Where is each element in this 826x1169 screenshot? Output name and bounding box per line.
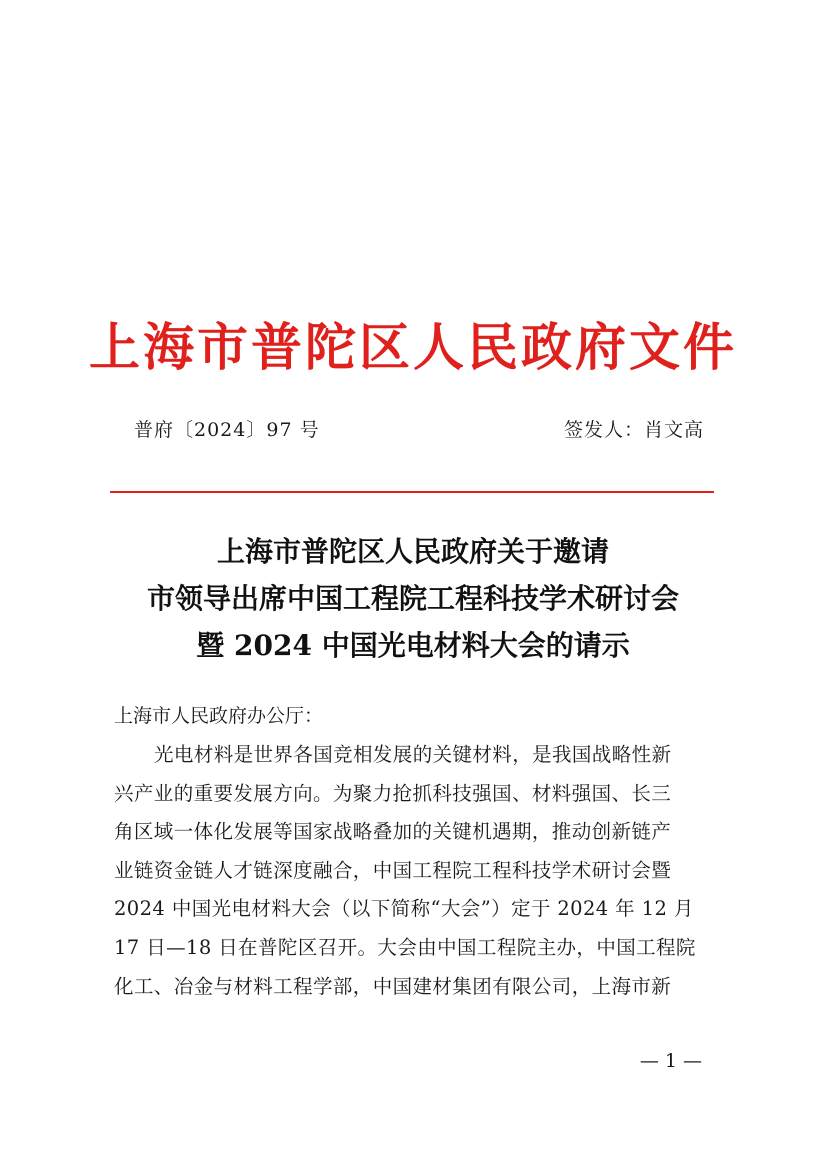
body-line: 业链资金链人才链深度融合，中国工程院工程科技学术研讨会暨: [114, 858, 672, 882]
red-divider: [110, 491, 714, 493]
document-number: 普府〔2024〕97 号: [134, 419, 320, 441]
body-line: 化工、冶金与材料工程学部，中国建材集团有限公司，上海市新: [114, 974, 672, 998]
page-number: — 1 —: [639, 1050, 702, 1072]
body-paragraph: [114, 736, 714, 1006]
body-line: 2024 中国光电材料大会（以下简称“大会”）定于 2024 年 12 月: [114, 897, 694, 921]
body-line: 17 日—18 日在普陀区召开。大会由中国工程院主办，中国工程院: [114, 935, 696, 959]
document-title: [0, 528, 826, 669]
signer: 签发人：肖文高: [563, 419, 704, 441]
title-line: 市领导出席中国工程院工程科技学术研讨会: [146, 582, 679, 615]
title-line: 上海市普陀区人民政府关于邀请: [216, 535, 609, 568]
title-line: 暨 2024 中国光电材料大会的请示: [196, 629, 630, 662]
body-line: 角区域一体化发展等国家战略叠加的关键机遇期，推动创新链产: [114, 820, 672, 844]
body-line: 兴产业的重要发展方向。为聚力抢抓科技强国、材料强国、长三: [114, 781, 672, 805]
salutation: 上海市人民政府办公厅：: [114, 705, 324, 727]
body-line: 光电材料是世界各国竞相发展的关键材料，是我国战略性新: [154, 743, 672, 766]
masthead-title: 上海市普陀区人民政府文件: [88, 318, 737, 378]
